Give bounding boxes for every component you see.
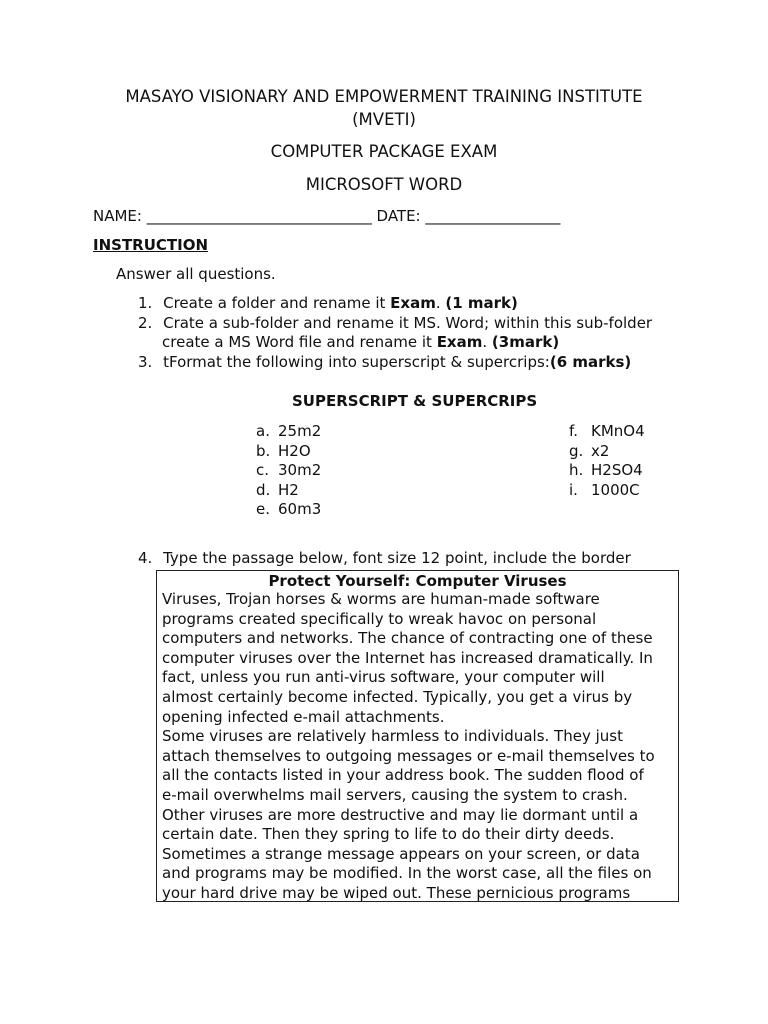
passage-line: your hard drive may be wiped out. These pernicious programs <box>162 883 631 902</box>
question-number: 2. <box>138 314 153 332</box>
list-item <box>569 442 645 462</box>
passage-line: almost certainly become infected. Typically, you get a virus by <box>162 687 633 706</box>
question-text: Create a folder and rename it <box>163 294 391 312</box>
question-bold-term: Exam <box>436 333 483 351</box>
passage-line: computers and networks. The chance of contracting one of these <box>162 629 653 648</box>
item-label: e. <box>256 500 270 519</box>
question-marks: (3mark) <box>491 333 560 351</box>
question-number: 3. <box>138 353 153 371</box>
item-label: c. <box>256 461 270 480</box>
item-label: g. <box>569 441 584 460</box>
question-4 <box>138 549 631 567</box>
passage-line: Viruses, Trojan horses & worms are human-made software <box>162 590 600 608</box>
passage-line: computer viruses over the Internet has increased dramatically. In <box>162 648 653 667</box>
superscript-list-left <box>256 422 321 520</box>
question-punct: . <box>482 333 492 351</box>
question-bold-term: Exam <box>390 294 436 312</box>
passage-line: fact, unless you run anti-virus software, your computer will <box>162 668 605 687</box>
item-label: i. <box>569 480 578 499</box>
institute-abbreviation: (MVETI) <box>352 110 416 129</box>
passage-line: Some viruses are relatively harmless to individuals. They just <box>162 727 623 746</box>
item-value: H2O <box>278 441 311 460</box>
list-item <box>256 461 321 481</box>
passage-line: Sometimes a strange message appears on your screen, or data <box>162 844 640 863</box>
item-value: KMnO4 <box>591 422 645 440</box>
question-punct: . <box>435 294 446 312</box>
list-item <box>256 442 321 462</box>
question-1 <box>138 294 518 312</box>
passage-line: certain date. Then they spring to life to do their dirty deeds. <box>162 825 615 844</box>
item-value: x2 <box>591 441 610 460</box>
item-value: 30m2 <box>278 461 322 480</box>
list-item <box>256 422 321 442</box>
list-item <box>569 481 645 501</box>
exam-subject: MICROSOFT WORD <box>305 175 463 194</box>
list-item <box>256 500 321 520</box>
name-label: NAME: <box>93 207 142 225</box>
item-value: 25m2 <box>278 422 322 440</box>
passage-line: programs created specifically to wreak havoc on personal <box>162 609 597 628</box>
item-value: 60m3 <box>278 500 322 519</box>
exam-title: COMPUTER PACKAGE EXAM <box>270 142 498 161</box>
question-2-continued <box>162 333 559 351</box>
date-label: DATE: <box>376 207 421 225</box>
list-item <box>256 481 321 501</box>
item-value: H2SO4 <box>591 461 643 480</box>
item-label: f. <box>569 422 578 440</box>
list-item <box>569 422 645 442</box>
superscript-list-right <box>569 422 645 500</box>
passage-line: and programs may be modified. In the worst case, all the files on <box>162 864 652 883</box>
passage-line: attach themselves to outgoing messages or e-mail themselves to <box>162 746 655 765</box>
item-label: d. <box>256 480 271 499</box>
question-text-line2: create a MS Word file and rename it <box>162 333 437 351</box>
item-value: 1000C <box>591 480 640 499</box>
passage-line: opening infected e-mail attachments. <box>162 707 445 726</box>
passage-line: Other viruses are more destructive and may lie dormant until a <box>162 805 639 824</box>
instruction-heading: INSTRUCTION <box>93 236 209 254</box>
question-text: tFormat the following into superscript & supercrips: <box>163 353 550 371</box>
passage-line: all the contacts listed in your address book. The sudden flood of <box>162 766 644 785</box>
item-label: h. <box>569 461 584 480</box>
passage-title: Protect Yourself: Computer Viruses <box>268 572 567 590</box>
question-2 <box>138 314 652 332</box>
question-marks: (1 mark) <box>445 294 518 312</box>
question-marks: (6 marks) <box>549 353 632 371</box>
question-text-line1: Crate a sub-folder and rename it MS. Word; within this sub-folder <box>163 314 653 332</box>
instruction-text: Answer all questions. <box>116 265 276 283</box>
question-text: Type the passage below, font size 12 point, include the border <box>163 549 631 567</box>
question-number: 1. <box>138 294 153 312</box>
question-3 <box>138 353 631 371</box>
item-label: b. <box>256 441 271 460</box>
name-blank: ______________________________ <box>146 207 372 225</box>
question-number: 4. <box>138 549 153 567</box>
superscript-heading: SUPERSCRIPT & SUPERCRIPS <box>292 392 538 410</box>
item-value: H2 <box>278 480 299 499</box>
name-date-line <box>93 207 560 225</box>
list-item <box>569 461 645 481</box>
date-blank: __________________ <box>425 207 561 225</box>
institute-name: MASAYO VISIONARY AND EMPOWERMENT TRAINING INSTITUTE <box>125 87 643 106</box>
passage-box <box>156 570 679 902</box>
item-label: a. <box>256 422 270 440</box>
passage-line: e-mail overwhelms mail servers, causing the system to crash. <box>162 785 628 804</box>
